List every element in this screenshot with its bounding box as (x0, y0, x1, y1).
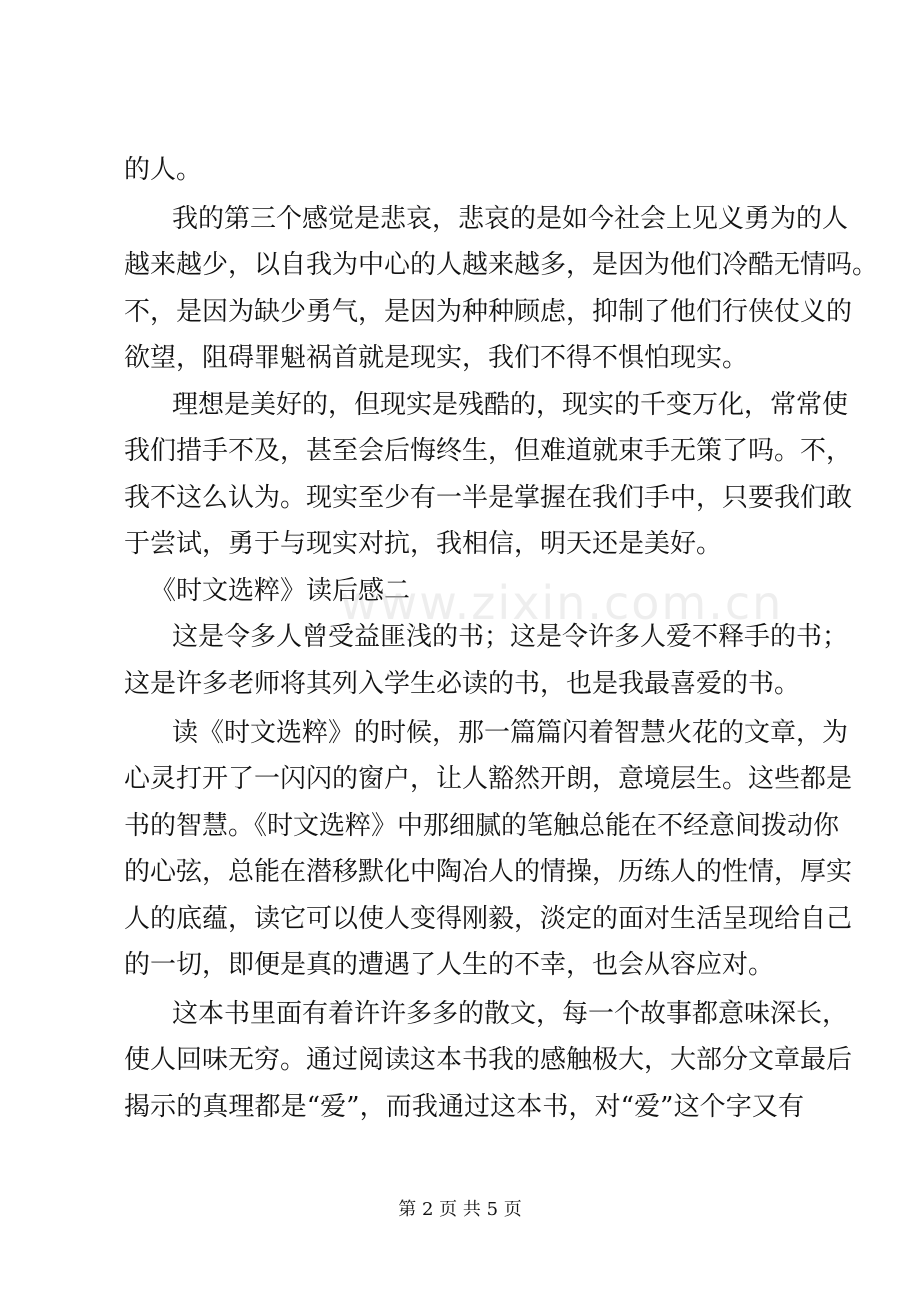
text-line: 使人回味无穷。通过阅读这本书我的感触极大，大部分文章最后 (124, 1045, 853, 1075)
paragraph-first-line: 我的第三个感觉是悲哀，悲哀的是如今社会上见义勇为的人 (172, 204, 849, 234)
section-heading: 《时文选粹》读后感二 (150, 576, 411, 606)
text-line: 不，是因为缺少勇气，是因为种种顾虑，抑制了他们行侠仗义的 (124, 297, 853, 327)
text-line: 越来越少，以自我为中心的人越来越多，是因为他们冷酷无情吗。 (124, 250, 879, 280)
text-line: 揭示的真理都是“爱”，而我通过这本书，对“爱”这个字又有 (124, 1092, 804, 1122)
text-line: 的人。 (124, 155, 203, 185)
text-line: 书的智慧。《时文选粹》中那细腻的笔触总能在不经意间拨动你 (124, 811, 840, 841)
watermark: www.zixin.com.cn (340, 576, 784, 630)
text-line: 的一切，即便是真的遭遇了人生的不幸，也会从容应对。 (124, 950, 775, 980)
text-line: 我们措手不及，甚至会后悔终生，但难道就束手无策了吗。不， (124, 436, 853, 466)
text-line: 心灵打开了一闪闪的窗户，让人豁然开朗，意境层生。这些都是 (124, 764, 853, 794)
text-line: 的心弦，总能在潜移默化中陶冶人的情操，历练人的性情，厚实 (124, 857, 853, 887)
page-footer: 第 2 页 共 5 页 (398, 1199, 522, 1220)
paragraph-first-line: 这是令多人曾受益匪浅的书；这是令许多人爱不释手的书； (172, 622, 849, 652)
text-line: 人的底蕴，读它可以使人变得刚毅，淡定的面对生活呈现给自己 (124, 904, 853, 934)
paragraph-first-line: 这本书里面有着许许多多的散文，每一个故事都意味深长， (172, 999, 849, 1029)
text-line: 我不这么认为。现实至少有一半是掌握在我们手中，只要我们敢 (124, 483, 853, 513)
text-line: 于尝试，勇于与现实对抗，我相信，明天还是美好。 (124, 529, 723, 559)
paragraph-first-line: 理想是美好的，但现实是残酷的，现实的千变万化，常常使 (172, 390, 849, 420)
text-line: 这是许多老师将其列入学生必读的书，也是我最喜爱的书。 (124, 669, 801, 699)
text-line: 欲望，阻碍罪魁祸首就是现实，我们不得不惧怕现实。 (124, 343, 749, 373)
paragraph-first-line: 读《时文选粹》的时候，那一篇篇闪着智慧火花的文章，为 (172, 718, 849, 748)
